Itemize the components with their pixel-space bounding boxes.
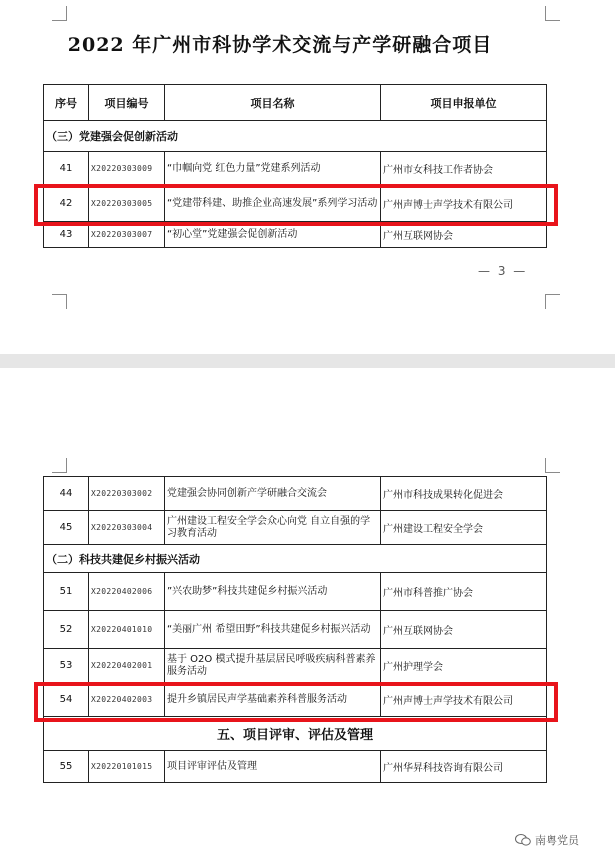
cell-name: 提升乡镇居民声学基础素养科普服务活动 [165,683,381,717]
section-row [44,545,547,573]
page-separator [0,354,615,368]
cell-unit: 广州互联网协会 [381,222,547,248]
cell-unit: 广州华昇科技咨询有限公司 [381,751,547,783]
cell-code: X20220303002 [89,477,165,511]
section-heading: 五、项目评审、评估及管理 [44,717,547,751]
cell-unit: 广州市女科技工作者协会 [381,152,547,186]
table-row [44,152,547,186]
table-row [44,649,547,683]
cell-code: X20220402006 [89,573,165,611]
crop-mark [52,6,67,21]
cell-unit: 广州建设工程安全学会 [381,511,547,545]
page-number: — 3 — [478,264,528,278]
header-seq: 序号 [44,85,89,121]
cell-unit: 广州护理学会 [381,649,547,683]
table-row [44,511,547,545]
cell-seq: 53 [44,649,89,683]
crop-mark [545,6,560,21]
cell-unit: 广州互联网协会 [381,611,547,649]
header-code: 项目编号 [89,85,165,121]
section-title: （二）科技共建促乡村振兴活动 [44,545,547,573]
cell-name: 广州建设工程安全学会众心向党 自立自强的学习教育活动 [165,511,381,545]
cell-name: 基于 O2O 模式提升基层居民呼吸疾病科普素养服务活动 [165,649,381,683]
table-row [44,611,547,649]
section-title: （三）党建强会促创新活动 [44,121,547,152]
cell-seq: 41 [44,152,89,186]
cell-name: “巾帼向党 红色力量”党建系列活动 [165,152,381,186]
cell-code: X20220303007 [89,222,165,248]
cell-seq: 51 [44,573,89,611]
cell-seq: 42 [44,186,89,222]
wechat-icon [515,834,531,846]
document-page-1 [0,0,615,354]
cell-code: X20220303005 [89,186,165,222]
cell-name: “党建带科建、助推企业高速发展”系列学习活动 [165,186,381,222]
cell-name: “初心堂”党建强会促创新活动 [165,222,381,248]
document-title: 2022 年广州市科协学术交流与产学研融合项目 [67,34,493,56]
cell-unit: 广州市科技成果转化促进会 [381,477,547,511]
cell-seq: 54 [44,683,89,717]
cell-code: X20220402001 [89,649,165,683]
table-header-row [44,85,547,121]
cell-seq: 43 [44,222,89,248]
cell-code: X20220401010 [89,611,165,649]
crop-mark [545,458,560,473]
cell-seq: 55 [44,751,89,783]
watermark-text: 南粤党员 [535,834,579,847]
cell-seq: 45 [44,511,89,545]
highlight-box [34,184,558,226]
cell-name: “美丽广州 希望田野”科技共建促乡村振兴活动 [165,611,381,649]
watermark [515,832,579,848]
table-row [44,573,547,611]
cell-name: 项目评审评估及管理 [165,751,381,783]
cell-unit: 广州声博士声学技术有限公司 [381,186,547,222]
cell-code: X20220303009 [89,152,165,186]
table-row [44,477,547,511]
project-table-page2 [43,476,547,783]
crop-mark [545,294,560,309]
header-unit: 项目申报单位 [381,85,547,121]
crop-mark [52,294,67,309]
section-row [44,121,547,152]
cell-unit: 广州市科普推广协会 [381,573,547,611]
cell-seq: 52 [44,611,89,649]
cell-unit: 广州声博士声学技术有限公司 [381,683,547,717]
table-row [44,751,547,783]
cell-name: 党建强会协同创新产学研融合交流会 [165,477,381,511]
cell-code: X20220303004 [89,511,165,545]
cell-seq: 44 [44,477,89,511]
highlight-box [34,682,558,722]
header-name: 项目名称 [165,85,381,121]
crop-mark [52,458,67,473]
cell-code: X20220402003 [89,683,165,717]
cell-code: X20220101015 [89,751,165,783]
cell-name: ”兴农助梦”科技共建促乡村振兴活动 [165,573,381,611]
